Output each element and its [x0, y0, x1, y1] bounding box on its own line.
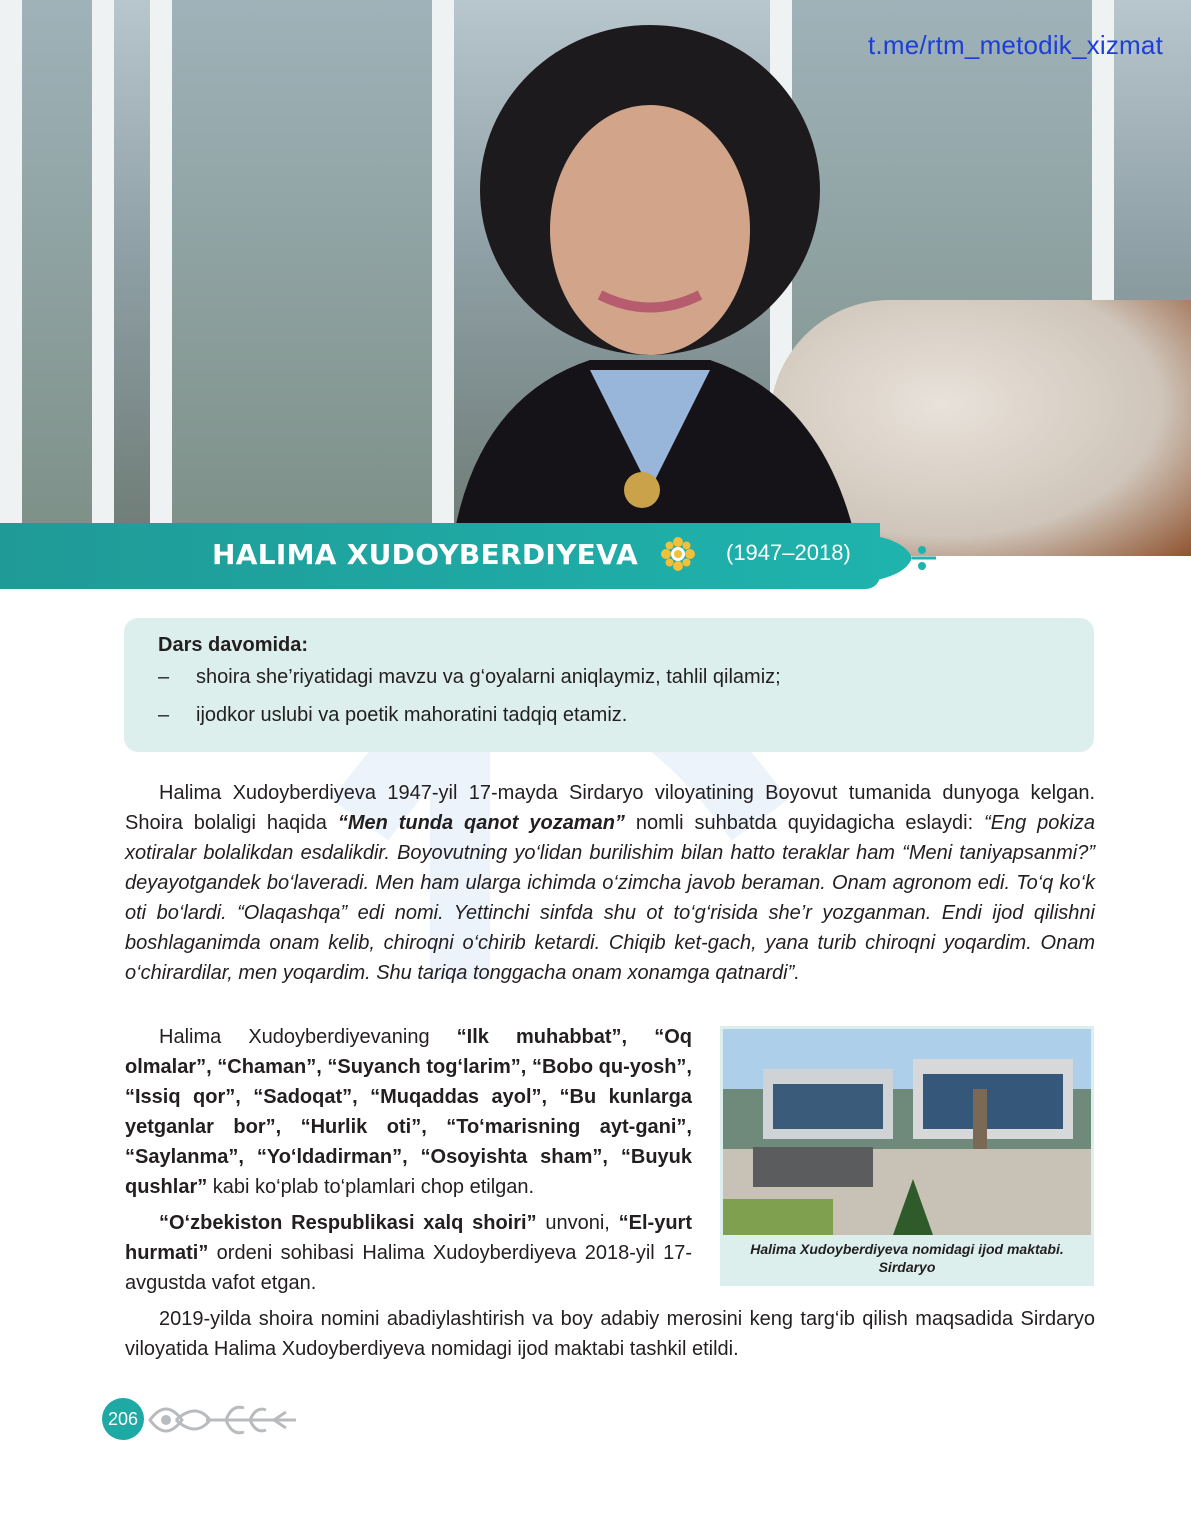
school-building-photo	[723, 1029, 1091, 1235]
paragraph-text: nomli suhbatda quyidagicha eslaydi:	[624, 812, 985, 834]
school-paragraph	[125, 1304, 1095, 1364]
paragraph-text: Halima Xudoyberdiyevaning	[159, 1026, 457, 1048]
bullet-dash: –	[158, 666, 170, 688]
paragraph-text: Halima Xudoyberdiyeva 1947-yil 17-mayda Sirdaryo viloyatining Boyovut tumanida dunyoga kelgan. Shoira bolaligi haqida	[125, 782, 1095, 834]
caption-line: Halima Xudoyberdiyeva nomidagi ijod maktabi.	[750, 1241, 1064, 1257]
objective-text: shoira she’riyatidagi mavzu va g‘oyalarni aniqlaymiz, tahlil qilamiz;	[196, 666, 781, 688]
honors-paragraph	[125, 1208, 692, 1298]
life-years: (1947–2018)	[726, 540, 851, 565]
poet-figure	[410, 20, 870, 556]
rosette-icon	[660, 536, 696, 572]
window-frame	[150, 0, 454, 556]
paragraph-text: ordeni sohibasi Halima Xudoyberdiyeva 2018-yil 17-avgustda vafot etgan.	[125, 1242, 692, 1294]
paragraph-text: 2019-yilda shoira nomini abadiylashtirish va boy adabiy merosini keng targ‘ib qilish maqsadida Sirdaryo viloyatida Halima Xudoyberdiyeva nomidagi ijod maktabi tashkil etildi.	[125, 1308, 1095, 1360]
biography-paragraph	[125, 778, 1095, 988]
banner-flourish-icon	[876, 536, 936, 580]
objective-text: ijodkor uslubi va poetik mahoratini tadqiq etamiz.	[196, 704, 628, 726]
window-frame	[0, 0, 114, 556]
honor-title: “O‘zbekiston Respublikasi xalq shoiri”	[159, 1212, 537, 1234]
paragraph-text: kabi ko‘plab to‘plamlari chop etilgan.	[207, 1176, 535, 1198]
school-figure	[720, 1026, 1094, 1286]
objective-item	[158, 666, 781, 689]
floral-ornament-icon	[146, 1392, 302, 1448]
watermark-link[interactable]: t.me/rtm_metodik_xizmat	[867, 30, 1163, 60]
bullet-dash: –	[158, 704, 170, 726]
collections-paragraph	[125, 1022, 692, 1202]
objectives-heading: Dars davomida:	[158, 634, 309, 656]
figure-caption	[720, 1240, 1094, 1276]
order-title: “El-yurt hurmati”	[125, 1212, 692, 1264]
caption-line: Sirdaryo	[878, 1259, 936, 1275]
poet-name: HALIMA XUDOYBERDIYEVA	[212, 538, 639, 571]
memoir-quote: “Eng pokiza xotiralar bolalikdan esdalikdir. Boyovutning yo‘lidan burilishim bilan hatto teraklar ham “Meni taniyapsanmi?” deyayotgandek bo‘laveradi. Men ham ularga ichimda o‘zimcha javob beraman. Onam agronom edi. To‘q ko‘k oti bo‘lardi. “Olaqashqa” edi nomi. Yettinchi sinfda shu ot to‘g‘risida she’r yozganman. Endi ijod qilishni boshlaganimda onam kelib, chiroqni o‘chirib ketardi. Chiqib ket-gach, yana turib chiroqni yoqardim. Onam o‘chirardilar, men yoqardim. Shu tariqa tonggacha onam xonamga qatnardi”.	[125, 812, 1095, 984]
objective-item	[158, 704, 627, 727]
portrait-photo	[0, 0, 1191, 556]
lesson-objectives-box	[124, 618, 1094, 752]
paragraph-text: unvoni,	[536, 1212, 619, 1234]
page-number: 206	[102, 1398, 144, 1440]
collection-titles: “Ilk muhabbat”, “Oq olmalar”, “Chaman”, “Suyanch tog‘larim”, “Bobo qu-yosh”, “Issiq qor”, “Sadoqat”, “Muqaddas ayol”, “Bu kunlarga yetganlar bor”, “Hurlik oti”, “To‘marisning ayt-gani”, “Saylanma”, “Yo‘ldadirman”, “Osoyishta sham”, “Buyuk qushlar”	[125, 1026, 692, 1198]
interview-title: “Men tunda qanot yozaman”	[337, 812, 625, 834]
